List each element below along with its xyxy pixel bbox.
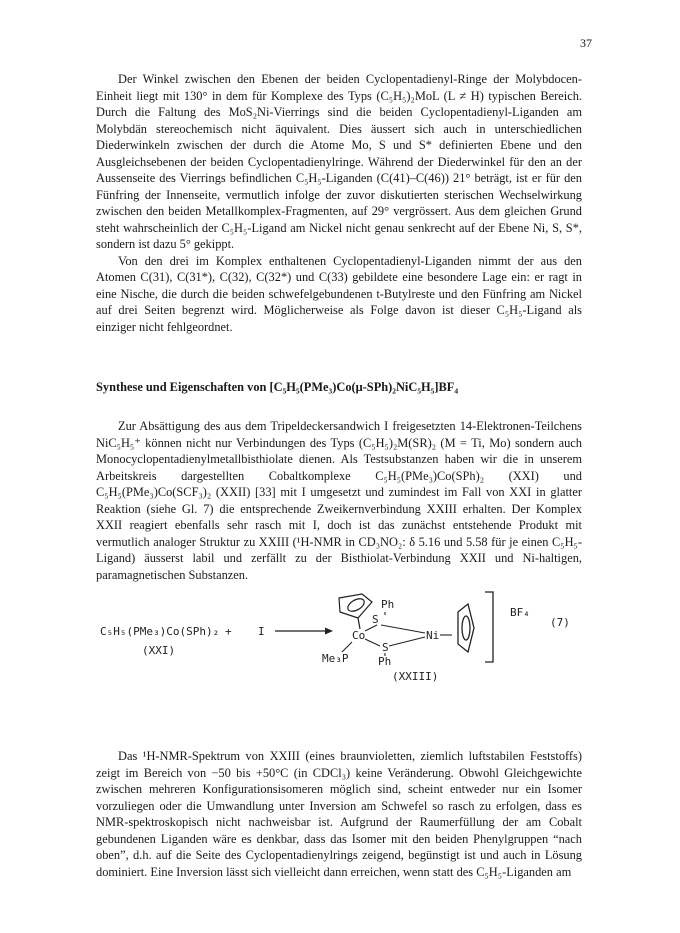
anion-label: BF₄ (510, 606, 530, 619)
product-compound-label: (XXIII) (392, 670, 439, 683)
complex-brackets (485, 592, 493, 662)
atom-ph-top: Ph (381, 598, 395, 611)
text-block-top (96, 71, 582, 335)
atom-ph-bottom: Ph (378, 655, 392, 668)
reaction-arrow (275, 628, 333, 635)
reactant-formula: C₅H₅(PMe₃)Co(SPh)₂ (100, 625, 220, 638)
reaction-scheme (0, 590, 680, 725)
atom-co: Co (352, 629, 366, 642)
cyclopentadienyl-ring-co (339, 594, 372, 629)
page-number: 37 (580, 36, 592, 50)
reagent-label: I (258, 625, 265, 638)
atom-ni: Ni (426, 629, 440, 642)
section-heading: Synthese und Eigenschaften von [C₅H₅(PMe₃)Co(μ-SPh)₂NiC₅H₅]BF₄ (96, 380, 459, 394)
paragraph-4: Das ¹H-NMR-Spektrum von XXIII (eines braunvioletten, ziemlich luftstabilen Feststoffs) zeigt im Bereich von −50 bis +50°C (in CDCl₃) keine Veränderung. Obwohl Gleichgewichte zwischen mehreren Konfigurationsisomeren möglich sind, scheint entweder nur ein Isomer vorzuliegen oder die Umwandlung unter Inversion am Schwefel so rasch zu erfolgen, dass es NMR-spektroskopisch nicht nachweisbar ist. Aufgrund der Raumerfüllung der am Cobalt gebundenen Liganden wäre es denkbar, dass das Isomer mit den beiden Phenylgruppen “nach oben”, d.h. auf die Seite des Cyclopentadienylrings zeigend, begünstigt ist und auch in Lösung dominiert. Eine Inversion lässt sich vielleicht dann erreichen, wenn statt des C₅H₅-Liganden am (96, 749, 582, 879)
atom-pme3: Me₃P (322, 652, 349, 665)
reactant-compound-label: (XXI) (142, 644, 176, 657)
plus-sign: + (225, 625, 232, 638)
equation-number: (7) (550, 616, 570, 629)
atom-s-top: S (372, 613, 379, 626)
atom-s-bottom: S (382, 641, 389, 654)
cyclopentadienyl-ring-ni (458, 604, 474, 652)
text-block-middle (96, 418, 582, 583)
text-block-bottom (96, 748, 582, 880)
paragraph-3: Zur Absättigung des aus dem Tripeldeckersandwich I freigesetzten 14-Elektronen-Teilchens NiC₅H₅⁺ können nicht nur Verbindungen des Typs (C₅H₅)₂M(SR)₂ (M = Ti, Mo) sondern auch Monocyclopentadienylmetallbisthiolate dienen. Als Testsubstanzen haben wir die in unserem Arbeitskreis dargestellten Cobaltkomplexe C₅H₅(PMe₃)Co(SPh)₂ (XXI) und C₅H₅(PMe₃)Co(SCF₃)₂ (XXII) [33] mit I umgesetzt und zumindest im Fall von XXI in glatter Reaktion (siehe Gl. 7) die entsprechende Zweikernverbindung XXIII erhalten. Der Komplex XXII reagiert ebenfalls sehr rasch mit I, doch ist das zunächst entstehende Produkt mit vermutlich analoger Struktur zu XXIII (¹H-NMR in CD₃NO₂: δ 5.16 und 5.58 für je einen C₅H₅-Ligand) äusserst labil und zerfällt zu der Bisthiolat-Verbindung XXII und Ni-haltigen, paramagnetischen Substanzen. (96, 419, 582, 582)
paragraph-1: Der Winkel zwischen den Ebenen der beiden Cyclopentadienyl-Ringe der Molybdocen-Einheit liegt mit 130° in dem für Komplexe des Typs (C₅H₅)₂MoL (L ≠ H) typischen Bereich. Durch die Faltung des MoS₂Ni-Vierrings sind die beiden Cyclopentadienyl-Liganden am Molybdän stereochemisch nicht äquivalent. Dies äussert sich auch in unterschiedlichen Diederwinkeln zwischen der durch die Atome Mo, S und S* definierten Ebene und den Ausgleichsebenen der beiden Cyclopentadienylringe. Während der Diederwinkel für den an der Aussenseite des Vierrings befindlichen C₅H₅-Liganden (C(41)–C(46)) 21° beträgt, ist er für den Fünfring der Innenseite, vermutlich infolge der zuvor diskutierten sterischen Wechselwirkung zwischen den beiden Metallkomplex-Fragmenten, auf 29° vergrössert. Aus dem gleichen Grund steht wahrscheinlich der C₅H₅-Ligand am Nickel nicht genau senkrecht auf der Ebene Ni, S, S*, sondern ist dazu 5° gekippt. (96, 72, 582, 251)
paragraph-2: Von den drei im Komplex enthaltenen Cyclopentadienyl-Liganden nimmt der aus den Atomen C(31), C(31*), C(32), C(32*) und C(33) gebildete eine besondere Lage ein: er ragt in eine Nische, die durch die beiden schwefelgebundenen t-Butylreste und den Fünfring am Nickel auf drei Seiten begrenzt wird. Möglicherweise als Folge davon ist dieser C₅H₅-Ligand als einziger nicht fehlgeordnet. (96, 253, 582, 334)
